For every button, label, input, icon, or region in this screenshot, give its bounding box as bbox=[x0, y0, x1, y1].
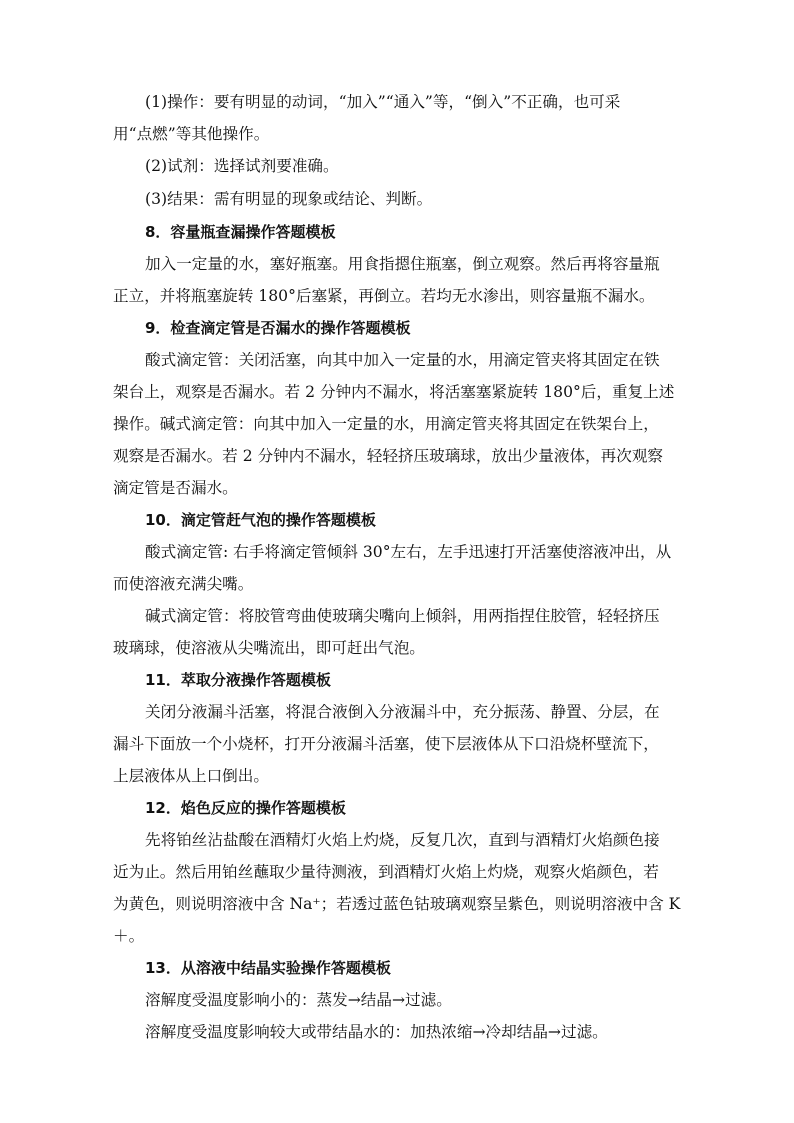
text-line: (2)试剂：选择试剂要准确。 bbox=[145, 157, 339, 175]
text-line: 上层液体从上口倒出。 bbox=[113, 767, 269, 785]
section-heading: 8．容量瓶查漏操作答题模板 bbox=[145, 223, 336, 241]
text-line: 架台上，观察是否漏水。若 2 分钟内不漏水，将活塞塞紧旋转 180°后，重复上述 bbox=[113, 383, 675, 401]
section-heading: 13．从溶液中结晶实验操作答题模板 bbox=[145, 959, 391, 977]
text-line: 漏斗下面放一个小烧杯，打开分液漏斗活塞，使下层液体从下口沿烧杯壁流下， bbox=[113, 735, 659, 753]
text-line: ＋。 bbox=[113, 927, 145, 945]
text-line: 酸式滴定管：关闭活塞，向其中加入一定量的水，用滴定管夹将其固定在铁 bbox=[145, 351, 660, 369]
text-line: 近为止。然后用铂丝蘸取少量待测液，到酒精灯火焰上灼烧，观察火焰颜色，若 bbox=[113, 863, 659, 881]
text-line: 而使溶液充满尖嘴。 bbox=[113, 575, 254, 593]
section-heading: 12．焰色反应的操作答题模板 bbox=[145, 799, 346, 817]
section-heading: 10．滴定管赶气泡的操作答题模板 bbox=[145, 511, 376, 529]
text-line: 玻璃球，使溶液从尖嘴流出，即可赶出气泡。 bbox=[113, 639, 425, 657]
text-line: 先将铂丝沾盐酸在酒精灯火焰上灼烧，反复几次，直到与酒精灯火焰颜色接 bbox=[145, 831, 660, 849]
text-line: 溶解度受温度影响小的：蒸发→结晶→过滤。 bbox=[145, 991, 452, 1009]
text-line: (3)结果：需有明显的现象或结论、判断。 bbox=[145, 190, 433, 208]
text-line: 为黄色，则说明溶液中含 Na⁺；若透过蓝色钴玻璃观察呈紫色，则说明溶液中含 K bbox=[113, 895, 681, 913]
text-line: 碱式滴定管：将胶管弯曲使玻璃尖嘴向上倾斜，用两指捏住胶管，轻轻挤压 bbox=[145, 607, 660, 625]
text-line: 关闭分液漏斗活塞，将混合液倒入分液漏斗中，充分振荡、静置、分层，在 bbox=[145, 703, 660, 721]
text-line: 观察是否漏水。若 2 分钟内不漏水，轻轻挤压玻璃球，放出少量液体，再次观察 bbox=[113, 447, 664, 465]
text-line: 正立，并将瓶塞旋转 180°后塞紧，再倒立。若均无水渗出，则容量瓶不漏水。 bbox=[113, 287, 655, 305]
text-line: 操作。碱式滴定管：向其中加入一定量的水，用滴定管夹将其固定在铁架台上， bbox=[113, 415, 659, 433]
text-line: 溶解度受温度影响较大或带结晶水的：加热浓缩→冷却结晶→过滤。 bbox=[145, 1023, 608, 1041]
text-line: 用“点燃”等其他操作。 bbox=[113, 125, 270, 143]
text-line: 酸式滴定管: 右手将滴定管倾斜 30°左右，左手迅速打开活塞使溶液冲出，从 bbox=[145, 543, 672, 561]
text-line: 滴定管是否漏水。 bbox=[113, 479, 238, 497]
text-line: (1)操作：要有明显的动词，“加入”“通入”等，“倒入”不正确，也可采 bbox=[145, 93, 621, 111]
text-line: 加入一定量的水，塞好瓶塞。用食指摁住瓶塞，倒立观察。然后再将容量瓶 bbox=[145, 255, 660, 273]
section-heading: 9．检查滴定管是否漏水的操作答题模板 bbox=[145, 319, 411, 337]
section-heading: 11．萃取分液操作答题模板 bbox=[145, 671, 331, 689]
